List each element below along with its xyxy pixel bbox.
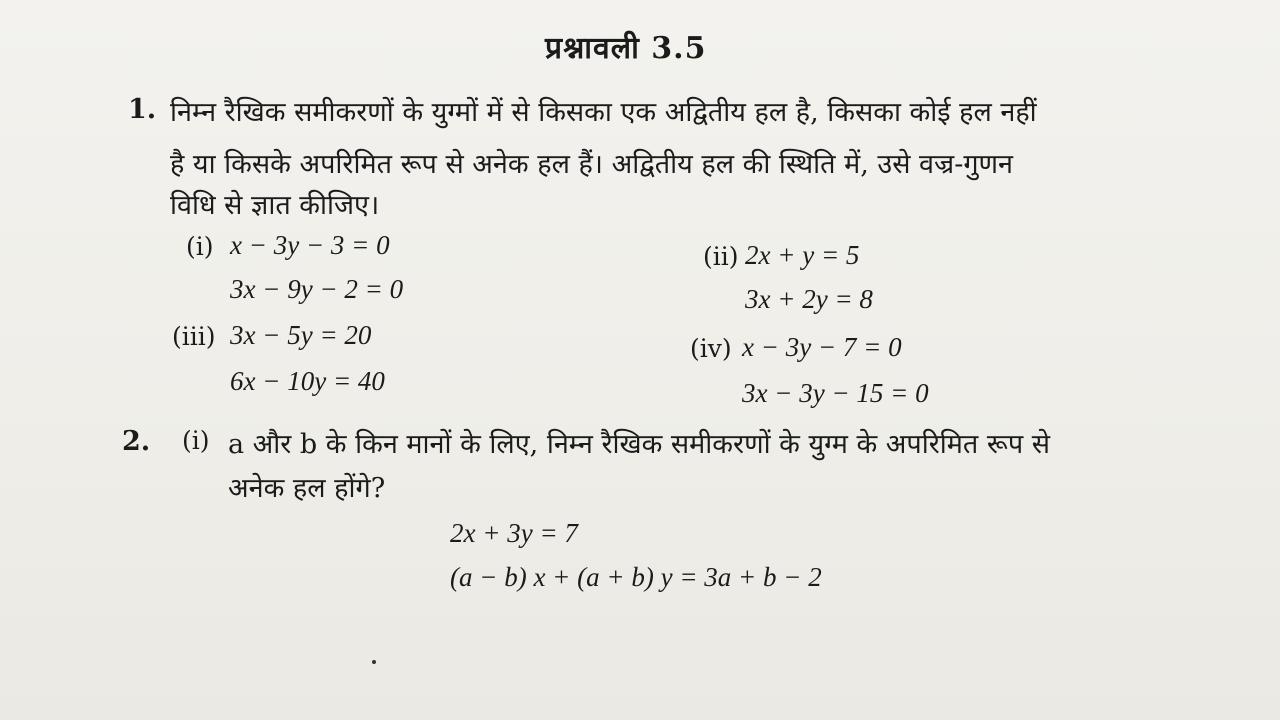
q1-part-iv-label: (iv)	[690, 334, 732, 363]
page-title: प्रश्नावली 3.5	[545, 31, 707, 66]
q1-part-iii-eq1: 3x − 5y = 20	[230, 320, 372, 350]
q1-part-iii-eq2: 6x − 10y = 40	[230, 366, 385, 396]
question-1-line-2: है या किसके अपरिमित रूप से अनेक हल हैं। अद्वितीय हल की स्थिति में, उसे वज्र-गुणन	[170, 149, 1014, 180]
question-2-line-1: a और b के किन मानों के लिए, निम्न रैखिक समीकरणों के युग्म के अपरिमित रूप से	[228, 429, 1051, 460]
q2-equation-2: (a − b) x + (a + b) y = 3a + b − 2	[450, 562, 822, 592]
q1-part-i-label: (i)	[186, 232, 214, 261]
question-2-number: 2.	[122, 426, 151, 457]
q2-equation-1: 2x + 3y = 7	[450, 518, 578, 548]
q1-part-ii-eq2: 3x + 2y = 8	[745, 284, 873, 314]
q1-part-ii-label: (ii)	[703, 242, 739, 271]
q1-part-i-eq1: x − 3y − 3 = 0	[230, 230, 390, 260]
q1-part-iv-eq2: 3x − 3y − 15 = 0	[742, 378, 929, 408]
stray-ink-dot	[372, 660, 376, 664]
q2-part-i-label: (i)	[182, 426, 210, 455]
q1-part-i-eq2: 3x − 9y − 2 = 0	[230, 274, 404, 304]
q1-part-ii-eq1: 2x + y = 5	[745, 240, 860, 270]
q1-part-iii-label: (iii)	[172, 322, 216, 351]
question-1-line-1: निम्न रैखिक समीकरणों के युग्मों में से किसका एक अद्वितीय हल है, किसका कोई हल नहीं	[170, 97, 1037, 128]
q1-part-iv-eq1: x − 3y − 7 = 0	[742, 332, 902, 362]
question-2-line-2: अनेक हल होंगे?	[228, 473, 386, 504]
question-1-line-3: विधि से ज्ञात कीजिए।	[170, 190, 380, 221]
question-1-number: 1.	[128, 94, 157, 125]
